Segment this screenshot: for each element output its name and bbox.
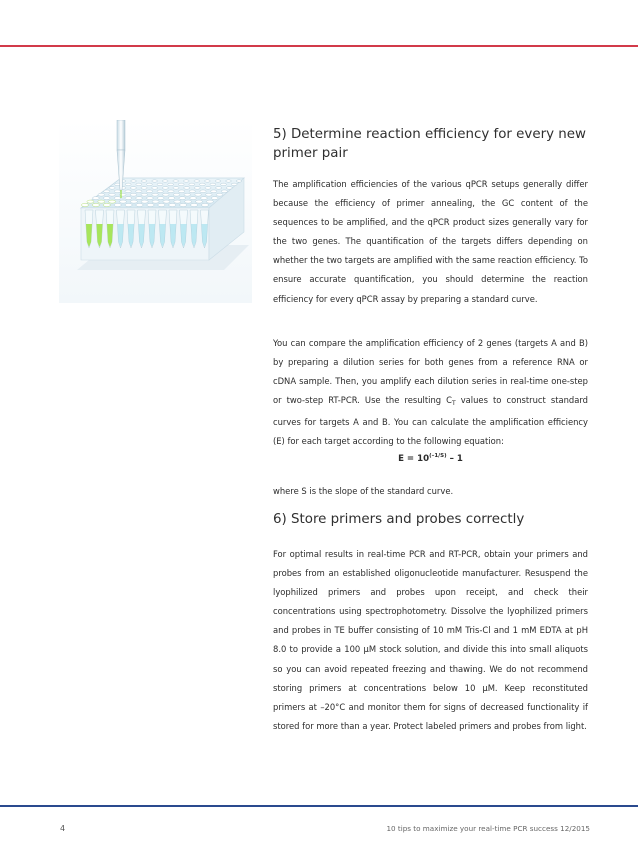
plate-well	[146, 190, 152, 193]
plate-well	[104, 190, 110, 193]
plate-well	[130, 187, 136, 190]
plate-well	[98, 200, 105, 203]
plate-well	[147, 197, 154, 200]
plate-well	[211, 190, 217, 193]
plate-well	[98, 193, 105, 196]
section-5-paragraph-1: The amplification efficiencies of the various qPCR setups generally differ because the efficiency of primer annealing, the GC content of the sequences to be amplified, and the qPCR product sizes generally vary for the two genes. The quantification of the targets differs depending on whether the two targets are amplified with the same reaction efficiency. To ensure accurate quantification, you should determine the reaction efficiency for every qPCR assay by preparing a standard curve.	[273, 179, 588, 304]
plate-well	[173, 187, 179, 190]
plate-well	[215, 180, 221, 182]
plate-well	[158, 203, 165, 206]
plate-well	[152, 180, 158, 182]
plate-well	[184, 180, 190, 182]
plate-well	[206, 200, 213, 203]
plate-well	[162, 187, 168, 190]
plate-well	[109, 193, 116, 196]
plate-well	[81, 203, 88, 206]
plate-well	[130, 200, 137, 203]
plate-well	[141, 180, 147, 182]
plate-well	[189, 190, 195, 193]
plate-well	[125, 203, 132, 206]
plate-well	[103, 197, 110, 200]
plate-well	[109, 187, 115, 190]
plate-well	[180, 203, 187, 206]
bottom-blue-rule	[0, 805, 638, 807]
plate-well	[195, 193, 202, 196]
plate-well	[196, 200, 203, 203]
plate-well	[178, 183, 184, 186]
plate-well	[87, 200, 94, 203]
footer-title: 10 tips to maximize your real-time PCR success 12/2015	[386, 824, 590, 833]
plate-well	[162, 180, 168, 182]
top-red-rule	[0, 45, 638, 47]
plate-well	[194, 187, 200, 190]
plate-well	[130, 193, 137, 196]
plate-well	[125, 197, 132, 200]
plate-well	[178, 190, 184, 193]
plate-well	[125, 190, 131, 193]
efficiency-equation: $E = 10^{(-1/S)} - 1$	[398, 453, 463, 464]
plate-well	[168, 197, 175, 200]
plate-well	[226, 180, 232, 182]
pcr-plate-image	[59, 120, 252, 303]
plate-well	[152, 193, 159, 196]
plate-well	[185, 200, 192, 203]
plate-well	[216, 187, 222, 190]
plate-well	[191, 203, 198, 206]
plate-well	[141, 200, 148, 203]
plate-well	[131, 180, 137, 182]
plate-well	[173, 180, 179, 182]
plate-well	[168, 190, 174, 193]
plate-well	[179, 197, 186, 200]
section-5-paragraph-2: You can compare the amplification efficiency of 2 genes (targets A and B) by preparing a dilution series for both genes from a reference RNA or cDNA sample. Then, you amplify each dilution series in real-time one-step or two-step RT-PCR. Use the resulting $C_T$ values to construct standard curves for targets A and B. You can calculate the amplification efficiency (E) for each target according to the following equation:	[273, 338, 588, 447]
plate-well	[109, 200, 116, 203]
plate-well	[221, 183, 227, 186]
plate-well	[221, 190, 227, 193]
plate-well	[206, 193, 213, 196]
plate-well	[125, 183, 131, 186]
section-6-heading: 6) Store primers and probes correctly	[273, 512, 525, 527]
plate-well	[210, 183, 216, 186]
plate-well	[163, 193, 170, 196]
plate-well	[205, 187, 211, 190]
plate-well	[93, 197, 100, 200]
ct-subscript: T	[451, 400, 456, 408]
section-5-paragraph-3: where S is the slope of the standard curve.	[273, 486, 454, 496]
plate-well	[103, 203, 110, 206]
plate-well	[184, 193, 191, 196]
section-6-paragraph: For optimal results in real-time PCR and RT-PCR, obtain your primers and probes from an established oligonucleotide manufacturer. Resuspend the lyophilized primers and probes upon receipt, and check their concentrations using spectrophotometry. Dissolve the lyophilized primers and probes in TE buffer consisting of 10 mM Tris-Cl and 1 mM EDTA at pH 8.0 to provide a 100 µM stock solution, and divide this into small aliquots so you can avoid repeated freezing and thawing. We do not recommend storing primers at concentrations below 10 µM. Keep reconstituted primers at –20°C and monitor them for signs of decreased functionality if stored for more than a year. Protect labeled primers and probes from light.	[273, 549, 588, 731]
plate-well	[136, 183, 142, 186]
plate-well	[163, 200, 170, 203]
plate-well	[201, 197, 208, 200]
plate-well	[184, 187, 190, 190]
plate-well	[157, 190, 163, 193]
plate-well	[114, 190, 120, 193]
plate-well	[136, 203, 143, 206]
plate-well	[173, 193, 180, 196]
plate-well	[141, 193, 148, 196]
section-5-heading: 5) Determine reaction efficiency for every new primer pair	[273, 127, 586, 161]
plate-well	[114, 203, 121, 206]
plate-well	[147, 203, 154, 206]
plate-well	[152, 187, 158, 190]
plate-well	[226, 187, 232, 190]
plate-well	[157, 197, 164, 200]
plate-well	[157, 183, 163, 186]
plate-well	[205, 180, 211, 182]
plate-well	[169, 203, 176, 206]
plate-well	[189, 183, 195, 186]
plate-well	[211, 197, 218, 200]
plate-well	[146, 183, 152, 186]
plate-well	[199, 183, 205, 186]
plate-well	[190, 197, 197, 200]
plate-well	[201, 203, 208, 206]
plate-well	[92, 203, 99, 206]
plate-well	[174, 200, 181, 203]
plate-well	[114, 197, 121, 200]
plate-well	[236, 180, 242, 182]
plate-well	[136, 197, 143, 200]
plate-well	[120, 200, 127, 203]
page-number: 4	[60, 824, 66, 833]
plate-well	[136, 190, 142, 193]
plate-well	[231, 183, 237, 186]
plate-well	[141, 187, 147, 190]
equation-exponent: (–1/S)	[429, 453, 447, 459]
plate-well	[216, 193, 223, 196]
plate-well	[152, 200, 159, 203]
plate-well	[200, 190, 206, 193]
plate-well	[168, 183, 174, 186]
plate-well	[194, 180, 200, 182]
